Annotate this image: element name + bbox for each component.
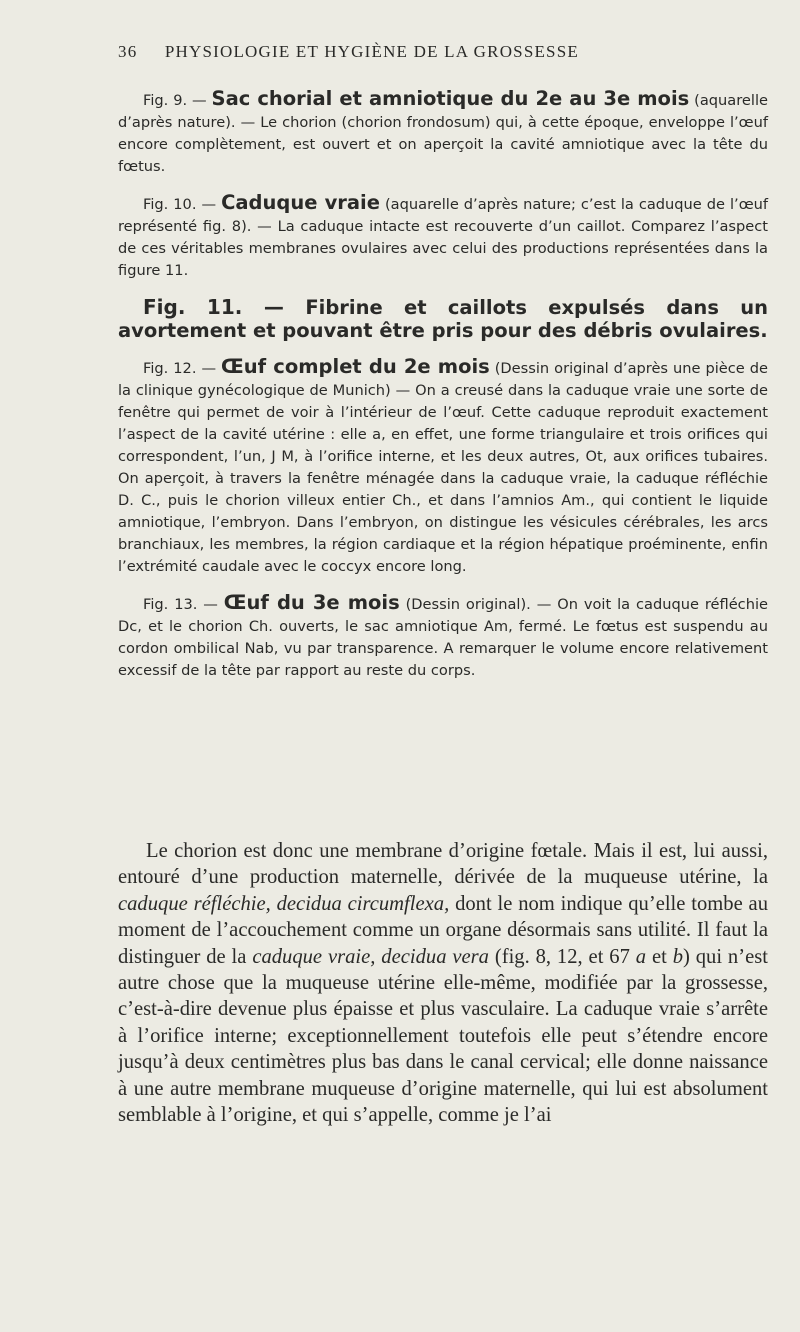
body-run: (fig. 8, 12, et 67	[488, 945, 636, 968]
body-italic: a	[635, 945, 647, 968]
caption-text: (Dessin original). — On voit la caduque réfléchie Dc, et le chorion Ch. ouverts, le sac amniotique Am, fermé. Le fœtus est suspendu au cordon ombilical Nab, vu par transparence. A remarquer le volume encore relativement excessif de la tête par rapport au reste du corps.	[118, 596, 768, 679]
body-run: dont le nom indique qu’elle tombe au moment de l’accouchement comme un organe désormais sans utilité. Il faut la distinguer de la	[118, 892, 768, 968]
body-run: Le chorion est donc une membrane d’origine fœtale. Mais il est, lui aussi, entouré d’une production maternelle, dérivée de la muqueuse utérine, la	[118, 840, 768, 889]
body-italic: caduque réfléchie, decidua circumflexa,	[118, 892, 450, 915]
caption-text: (Dessin original d’après une pièce de la clinique gynécologique de Munich) — On a creusé dans la caduque vraie une sorte de fenêtre qui permet de voir à l’intérieur de l’œuf. Cette caduque reproduit exactement l’aspect de la cavité utérine : elle a, en effet, une forme triangulaire et trois orifices qui correspondent, l’un, J M, à l’orifice interne, et les deux autres, Ot, aux orifices tubaires. On aperçoit, à travers la fenêtre ménagée dans la caduque vraie, la caduque réfléchie D. C., puis le chorion villeux entier Ch., et dans l’amnios Am., qui contient le liquide amniotique, l’embryon. Dans l’embryon, on distingue les vésicules cérébrales, les arcs branchiaux, les membres, la région cardiaque et la région hépatique proéminente, enfin l’extrémité caudale avec le coccyx encore long.	[118, 360, 768, 575]
caption-heading: Œuf complet du 2e mois	[221, 355, 490, 378]
body-run: et	[646, 945, 673, 968]
caption-fig-10	[118, 192, 768, 282]
caption-fig-12	[118, 356, 768, 578]
caption-label: Fig. 9. —	[143, 92, 212, 109]
caption-fig-13	[118, 592, 768, 682]
running-head	[118, 42, 768, 62]
caption-fig-9	[118, 88, 768, 178]
caption-heading: Fibrine et caillots expulsés dans un avortement et pouvant être pris pour des débris ovulaires.	[118, 296, 768, 342]
caption-label: Fig. 13. —	[143, 596, 224, 613]
body-run: ) qui n’est autre chose que la muqueuse utérine elle-même, modifiée par la grossesse, c’est-à-dire devenue plus épaisse et plus vasculaire. La caduque vraie s’arrête à l’orifice interne; exceptionnellement toutefois elle peut s’étendre encore jusqu’à deux centimètres plus bas dans le canal cervical; elle donne naissance à une autre membrane muqueuse d’origine maternelle, qui lui est absolument semblable à l’origine, et qui s’appelle, comme je l’ai	[118, 945, 768, 1127]
caption-label: Fig. 12. —	[143, 360, 222, 377]
running-title: PHYSIOLOGIE ET HYGIÈNE DE LA GROSSESSE	[164, 42, 579, 61]
caption-text: (aquarelle d’après nature). — Le chorion (chorion frondosum) qui, à cette époque, enveloppe l’œuf encore complètement, est ouvert et on aperçoit la cavité amniotique avec la tête du fœtus.	[118, 92, 768, 175]
caption-heading: Caduque vraie	[221, 191, 380, 214]
body-text	[118, 838, 768, 1128]
page-number: 36	[118, 42, 138, 61]
body-paragraph	[118, 838, 768, 1128]
body-italic: b	[672, 945, 683, 968]
figure-captions	[118, 88, 768, 696]
caption-label: Fig. 11. —	[143, 295, 306, 319]
caption-fig-11	[118, 296, 768, 342]
body-italic: caduque vraie, decidua vera	[252, 945, 489, 968]
caption-heading: Sac chorial et amniotique du 2e au 3e mois	[211, 87, 690, 110]
caption-label: Fig. 10. —	[143, 196, 222, 213]
caption-heading: Œuf du 3e mois	[223, 591, 400, 614]
caption-text: (aquarelle d’après nature; c’est la caduque de l’œuf représenté fig. 8). — La caduque intacte est recouverte d’un caillot. Comparez l’aspect de ces véritables membranes ovulaires avec celui des productions représentées dans la figure 11.	[118, 196, 769, 279]
